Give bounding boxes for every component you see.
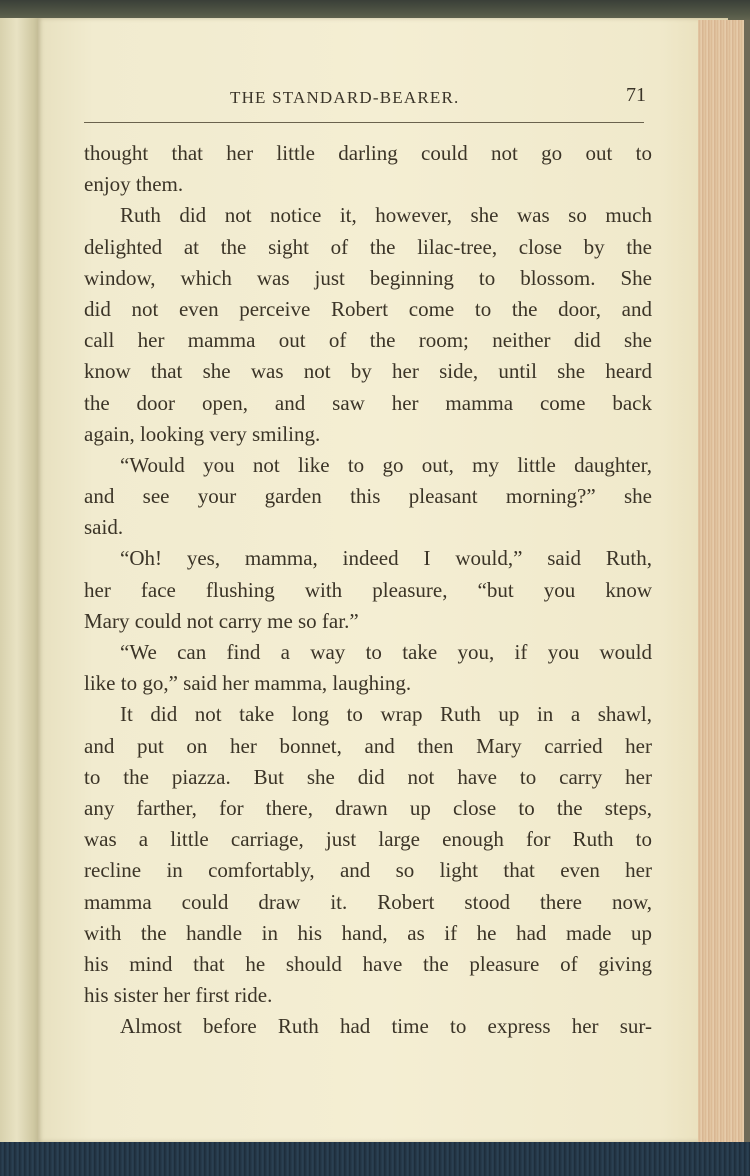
page-edges [698,20,750,1146]
facing-page-edge [0,18,42,1148]
binding-bottom [0,1142,750,1176]
running-head: THE STANDARD-BEARER. [230,88,460,107]
text-line: any farther, for there, drawn up close to the steps, [84,795,652,820]
text-line: recline in comfortably, and so light that even her [84,858,652,883]
text-line: said. [84,515,124,540]
text-line: and put on her bonnet, and then Mary carried her [84,733,652,758]
text-line: know that she was not by her side, until she heard [84,359,652,384]
text-line: Mary could not carry me so far.” [84,608,359,633]
text-line: call her mamma out of the room; neither did she [84,328,652,353]
text-line: enjoy them. [84,172,184,197]
text-line: did not even perceive Robert come to the door, and [84,296,652,321]
text-line: his mind that he should have the pleasure of giving [84,951,652,976]
text-line: It did not take long to wrap Ruth up in a shawl, [120,702,652,727]
text-line: Almost before Ruth had time to express her sur- [120,1014,652,1039]
text-line: the door open, and saw her mamma come back [84,390,652,415]
text-line: with the handle in his hand, as if he had made up [84,920,652,945]
text-line: like to go,” said her mamma, laughing. [84,671,412,696]
text-line: “We can find a way to take you, if you would [120,640,652,664]
header-rule [84,122,644,123]
text-line: her face flushing with pleasure, “but you know [84,577,652,602]
body-text [84,138,652,1042]
text-line: delighted at the sight of the lilac-tree, close by the [84,234,652,259]
text-line: window, which was just beginning to blossom. She [84,265,652,290]
text-line: “Would you not like to go out, my little daughter, [120,452,652,477]
text-line: thought that her little darling could not go out to [84,141,652,165]
text-line: was a little carriage, just large enough for Ruth to [84,827,652,852]
page-header [84,84,646,114]
page-number: 71 [626,84,646,106]
text-line: and see your garden this pleasant morning?” she [84,484,652,509]
text-line: to the piazza. But she did not have to carry her [84,764,652,789]
text-line: his sister her first ride. [84,983,273,1008]
text-line: mamma could draw it. Robert stood there now, [84,889,652,914]
text-line: again, looking very smiling. [84,421,321,446]
text-line: Ruth did not notice it, however, she was so much [120,203,652,228]
text-line: “Oh! yes, mamma, indeed I would,” said Ruth, [120,546,652,571]
